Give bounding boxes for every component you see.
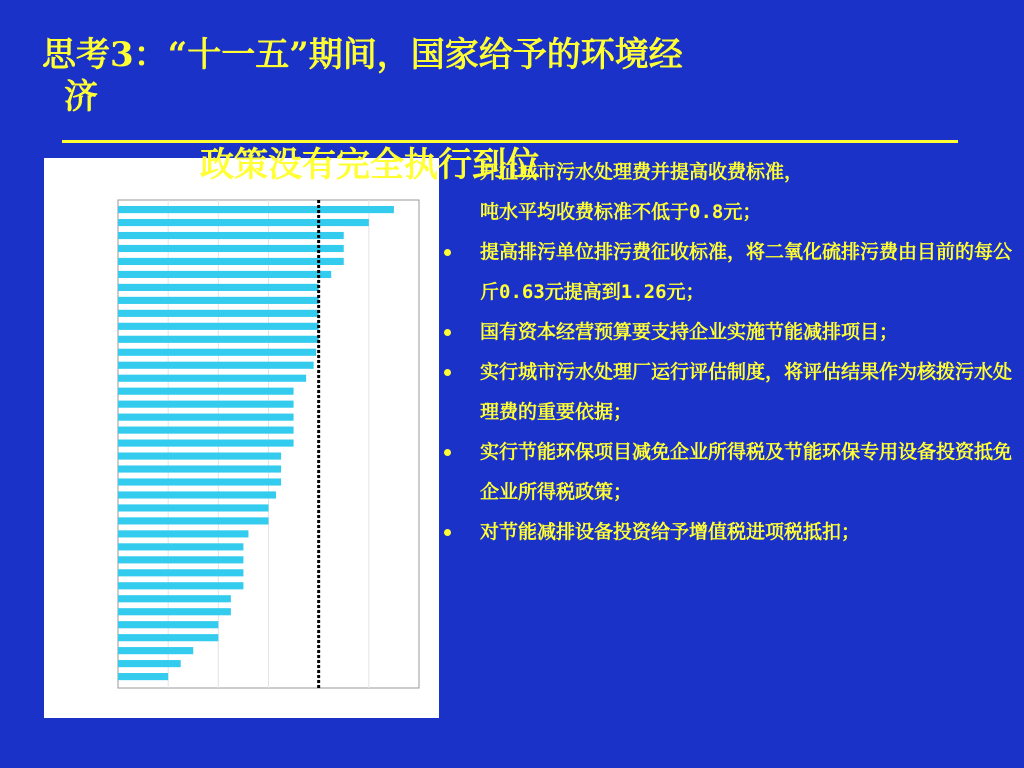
bar	[118, 245, 344, 252]
title-line-1: 思考3：“十一五”期间，国家给予的环境经	[42, 35, 683, 75]
bar	[118, 504, 269, 511]
bar	[118, 530, 248, 537]
bar	[118, 219, 369, 226]
policy-item: 提高排污单位排污费征收标准，将二氧化硫排污费由目前的每公斤0.63元提高到1.26元；	[442, 232, 1017, 312]
bar	[118, 427, 294, 434]
bar	[118, 375, 306, 382]
bullet-icon	[444, 329, 451, 336]
bar	[118, 362, 314, 369]
bar-chart	[44, 158, 439, 718]
bar	[118, 336, 319, 343]
bar	[118, 569, 243, 576]
bar	[118, 310, 319, 317]
bar	[118, 517, 269, 524]
bar	[118, 297, 319, 304]
bar	[118, 414, 294, 421]
policy-item: 实行节能环保项目减免企业所得税及节能环保专用设备投资抵免企业所得税政策；	[442, 432, 1017, 512]
bar	[118, 582, 243, 589]
bar	[118, 556, 243, 563]
lead-line-2: 吨水平均收费标准不低于0.8元；	[480, 201, 762, 223]
bullet-icon	[444, 449, 451, 456]
bar	[118, 660, 181, 667]
bar	[118, 323, 319, 330]
bar	[118, 465, 281, 472]
bar	[118, 608, 231, 615]
bar	[118, 258, 344, 265]
bar	[118, 388, 294, 395]
bar	[118, 595, 231, 602]
bar	[118, 401, 294, 408]
policy-item: 对节能减排设备投资给予增值税进项税抵扣；	[442, 512, 1017, 552]
bar	[118, 621, 218, 628]
policy-list	[442, 232, 1017, 552]
slide-subtitle: 政策没有完全执行到位	[200, 145, 540, 185]
bar	[118, 491, 276, 498]
bar	[118, 232, 344, 239]
bar	[118, 271, 331, 278]
bar	[118, 673, 168, 680]
policy-item: 实行城市污水处理厂运行评估制度，将评估结果作为核拨污水处理费的重要依据；	[442, 352, 1017, 432]
policy-item: 国有资本经营预算要支持企业实施节能减排项目；	[442, 312, 1017, 352]
bar	[118, 543, 243, 550]
bar	[118, 478, 281, 485]
bar	[118, 206, 394, 213]
policy-text	[442, 152, 1017, 552]
chart-panel	[44, 158, 439, 718]
title-line-2: 济	[64, 77, 98, 117]
bullet-icon	[444, 249, 451, 256]
bar	[118, 634, 218, 641]
bar	[118, 349, 316, 356]
bar	[118, 284, 319, 291]
lead-line-1: 开征城市污水处理费并提高收费标准，	[480, 161, 804, 183]
slide-title	[42, 34, 942, 118]
bar	[118, 647, 193, 654]
bar	[118, 440, 294, 447]
bullet-icon	[444, 369, 451, 376]
bullet-icon	[444, 529, 451, 536]
bar	[118, 452, 281, 459]
